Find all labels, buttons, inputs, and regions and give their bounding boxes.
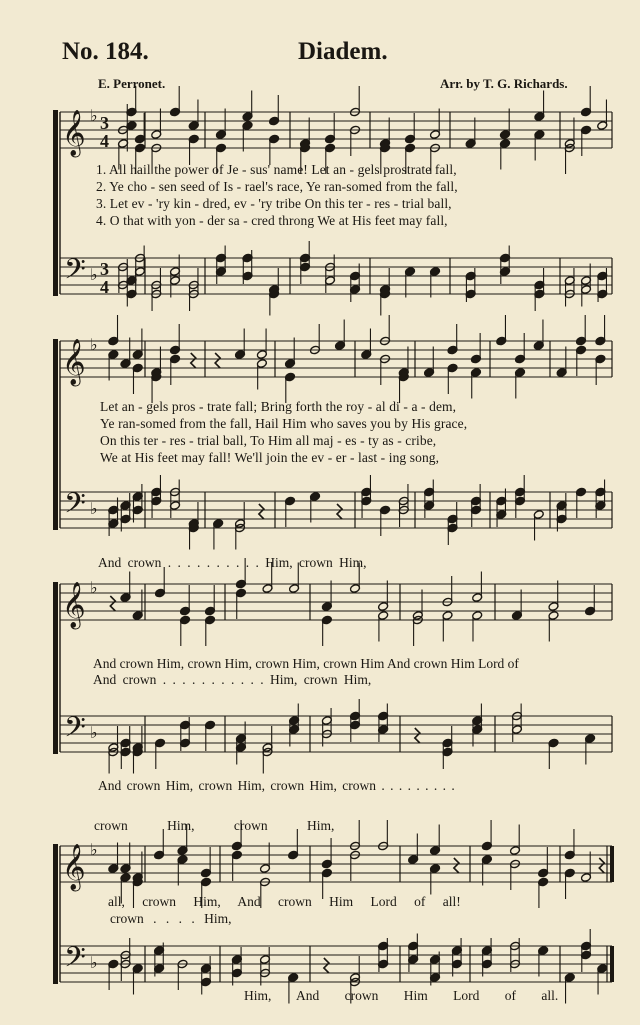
bass-clef-icon: 𝄢 xyxy=(64,711,86,751)
verse-3-line: On this ter - res - trial ball, To Him all maj - es - ty as - cribe, xyxy=(100,433,437,448)
system-brace xyxy=(53,582,58,754)
verse-1-line: 1. All hail the power of Je - sus' name! Let an - gels prostrate fall, xyxy=(96,162,457,177)
final-bar-thick xyxy=(610,946,614,982)
rest-icon xyxy=(259,504,264,519)
arranger-credit: Arr. by T. G. Richards. xyxy=(440,76,568,91)
verse-block-1 xyxy=(96,162,616,234)
flat-icon: ♭ xyxy=(90,499,98,518)
treble-clef-icon: 𝄞 xyxy=(62,582,86,628)
rest-icon xyxy=(415,728,420,743)
refrain-text-line: And crown Him, crown Him, crown Him, crown Him And crown Him Lord of xyxy=(93,656,519,671)
time-signature-bottom: 4 xyxy=(100,131,109,151)
treble-clef-icon: 𝄞 xyxy=(62,339,86,385)
verse-4-line: 4. O that with yon - der sa - cred throng We at His feet may fall, xyxy=(96,213,448,228)
rest-icon xyxy=(324,958,329,973)
tenor-cue-line: And crown . . . . . . . . . . Him, crown Him, xyxy=(98,555,367,570)
bass-refrain-line: And crown Him, crown Him, crown Him, crown . . . . . . . . . xyxy=(98,778,455,793)
final-text-line: all, crown Him, And crown Him Lord of all! xyxy=(108,894,461,909)
bass-clef-icon: 𝄢 xyxy=(64,941,86,981)
treble-clef-icon: 𝄞 xyxy=(62,844,86,890)
time-signature-bottom: 4 xyxy=(100,277,109,297)
rest-icon xyxy=(599,858,604,873)
flat-icon: ♭ xyxy=(90,723,98,742)
hymn-number: No. 184. xyxy=(62,38,149,65)
bass-cue-line: crown . . . . Him, xyxy=(110,911,232,926)
system-brace xyxy=(53,844,58,984)
verse-4-line: We at His feet may fall! We'll join the ev - er - last - ing song, xyxy=(100,450,440,465)
flat-icon: ♭ xyxy=(90,335,98,354)
verse-2-line: 2. Ye cho - sen seed of Is - rael's race, Ye ran-somed from the fall, xyxy=(96,179,458,194)
flat-icon: ♭ xyxy=(90,265,98,284)
bass-clef-icon: 𝄢 xyxy=(64,253,86,293)
system-brace xyxy=(53,339,58,530)
author-credit: E. Perronet. xyxy=(98,76,166,91)
bass-clef-icon: 𝄢 xyxy=(64,487,86,527)
flat-icon: ♭ xyxy=(90,578,98,597)
system-brace xyxy=(53,110,58,296)
time-signature-top: 3 xyxy=(100,113,109,133)
treble-clef-icon: 𝄞 xyxy=(62,110,86,156)
flat-icon: ♭ xyxy=(90,840,98,859)
rest-icon xyxy=(191,353,196,368)
flat-icon: ♭ xyxy=(90,106,98,125)
verse-3-line: 3. Let ev - 'ry kin - dred, ev - 'ry tribe On this ter - res - trial ball, xyxy=(96,196,452,211)
final-bass-line: Him, And crown Him Lord of all. xyxy=(244,988,559,1003)
rest-icon xyxy=(215,353,220,368)
rest-icon xyxy=(337,504,342,519)
final-bar-thick xyxy=(610,846,614,882)
flat-icon: ♭ xyxy=(90,953,98,972)
time-signature-top: 3 xyxy=(100,259,109,279)
verse-block-2 xyxy=(100,399,620,471)
bass-cue-line: And crown . . . . . . . . . . . Him, crown Him, xyxy=(93,672,372,687)
tenor-cue-line: crown Him, crown Him, xyxy=(94,818,335,833)
verse-1-line: Let an - gels pros - trate fall; Bring forth the roy - al di - a - dem, xyxy=(100,399,457,414)
verse-2-line: Ye ran-somed from the fall, Hail Him who saves you by His grace, xyxy=(100,416,468,431)
hymn-title: Diadem. xyxy=(298,38,388,65)
rest-icon xyxy=(110,596,115,611)
rest-icon xyxy=(454,858,459,873)
